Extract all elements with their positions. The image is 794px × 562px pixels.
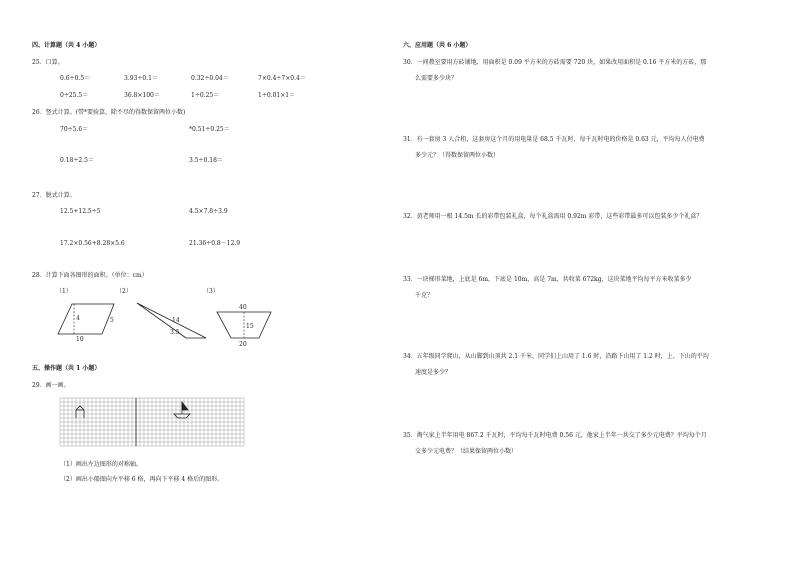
q29-title: 29．画一画。 (32, 382, 70, 389)
q25-item: 1÷0.25＝ (191, 92, 220, 99)
q25-item: 7×0.4÷7×0.4＝ (258, 75, 306, 82)
q26-title: 26．竖式计算。(带*要验算，除不尽的得数保留两位小数) (32, 109, 186, 116)
q25-item: 0.32÷0.04＝ (191, 75, 229, 82)
q32-line: 32．黄老师用一根 14.5m 长的彩带包装礼盒，每个礼盒需用 0.92m 彩带，这些彩带最多可以包装多少个礼盒？ (403, 213, 703, 220)
triangle-side-label: 14 (172, 317, 180, 324)
trapezoid-top-label: 40 (239, 304, 247, 311)
triangle-height-label: 3.5 (170, 329, 180, 336)
q31-line: 31．有一套房 3 人合租，这套房这个月的用电量是 68.5 千瓦时，每千瓦时电的价格是 0.63 元，平均每人付电费 (403, 136, 705, 143)
q34-line: 34．五年级同学爬山，从山脚到山顶共 2.1 千米，同学们上山用了 1.6 时，沿路下山用了 1.2 时，上、下山的平均 (403, 353, 709, 360)
q26-item: *0.51÷0.25＝ (189, 126, 230, 133)
q25-item: 0÷25.5＝ (60, 92, 89, 99)
trapezoid-height-label: 15 (246, 323, 254, 330)
q33-line: 千克？ (415, 292, 434, 299)
q30-line: 30．一间教室要用方砖铺地，用面积是 0.09 平方米的方砖需要 720 块，如果改用面积是 0.16 平方米的方砖，那 (403, 59, 707, 66)
q28-title: 28．计算下面各图形的面积。（单位：cm） (32, 272, 148, 279)
q30-line: 么需要多少块？ (415, 75, 458, 82)
trapezoid-bottom-label: 20 (239, 341, 247, 348)
q25-title: 25．口算。 (32, 59, 64, 66)
q25-item: 3.93÷0.1＝ (124, 75, 158, 82)
q27-item: 4.5×7.8÷3.9 (189, 208, 228, 215)
parallelogram-side-label: 5 (110, 317, 114, 324)
drawing-grid (60, 398, 250, 450)
figure-label: （3） (203, 288, 219, 295)
q27-item: 17.2×0.56+8.28×5.6 (60, 240, 125, 247)
q29-task-1: （1）画出左边图形的对称轴。 (60, 461, 142, 468)
q25-item: 36.8×100＝ (124, 92, 160, 99)
section-4-title: 四、计算题（共 4 小题） (32, 42, 101, 49)
parallelogram-base-label: 10 (76, 336, 84, 343)
trapezoid-figure (214, 300, 274, 350)
q29-task-2: （2）画出小船图向左平移 6 格，再向下平移 4 格后的图形。 (60, 476, 224, 483)
q25-item: 1÷0.01×1＝ (258, 92, 296, 99)
q26-item: 0.18÷2.5＝ (60, 157, 94, 164)
section-5-title: 五、操作题（共 1 小题） (32, 365, 101, 372)
figure-label: （1） (56, 288, 72, 295)
section-6-title: 六、应用题（共 6 小题） (403, 42, 472, 49)
q35-line: 35．淘气家上半年用电 867.2 千瓦时，平均每千瓦时电费 0.56 元，他家上半年一共交了多少元电费？平均每个月 (403, 432, 707, 439)
q34-line: 速度是多少？ (415, 369, 452, 376)
parallelogram-figure (52, 300, 122, 345)
triangle-figure (134, 300, 214, 345)
figure-label: （2） (116, 288, 132, 295)
q31-line: 多少元？（得数保留两位小数） (415, 152, 500, 159)
q35-line: 交多少元电费？（结果保留两位小数） (415, 448, 518, 455)
q33-line: 33．一块梯形菜地，上底是 6m，下底是 10m，高是 7m，共收菜 672kg，这块菜地平均每平方米收菜多少 (403, 276, 692, 283)
q27-item: 12.5+12.5÷5 (60, 208, 101, 215)
parallelogram-height-label: 4 (76, 315, 80, 322)
q25-item: 0.6÷0.5＝ (60, 75, 91, 82)
q26-item: 3.5÷0.18＝ (189, 157, 223, 164)
q26-item: 70÷5.6＝ (60, 126, 89, 133)
q27-title: 27．脱式计算。 (32, 192, 76, 199)
q27-item: 21.36÷0.8－12.9 (189, 240, 241, 247)
